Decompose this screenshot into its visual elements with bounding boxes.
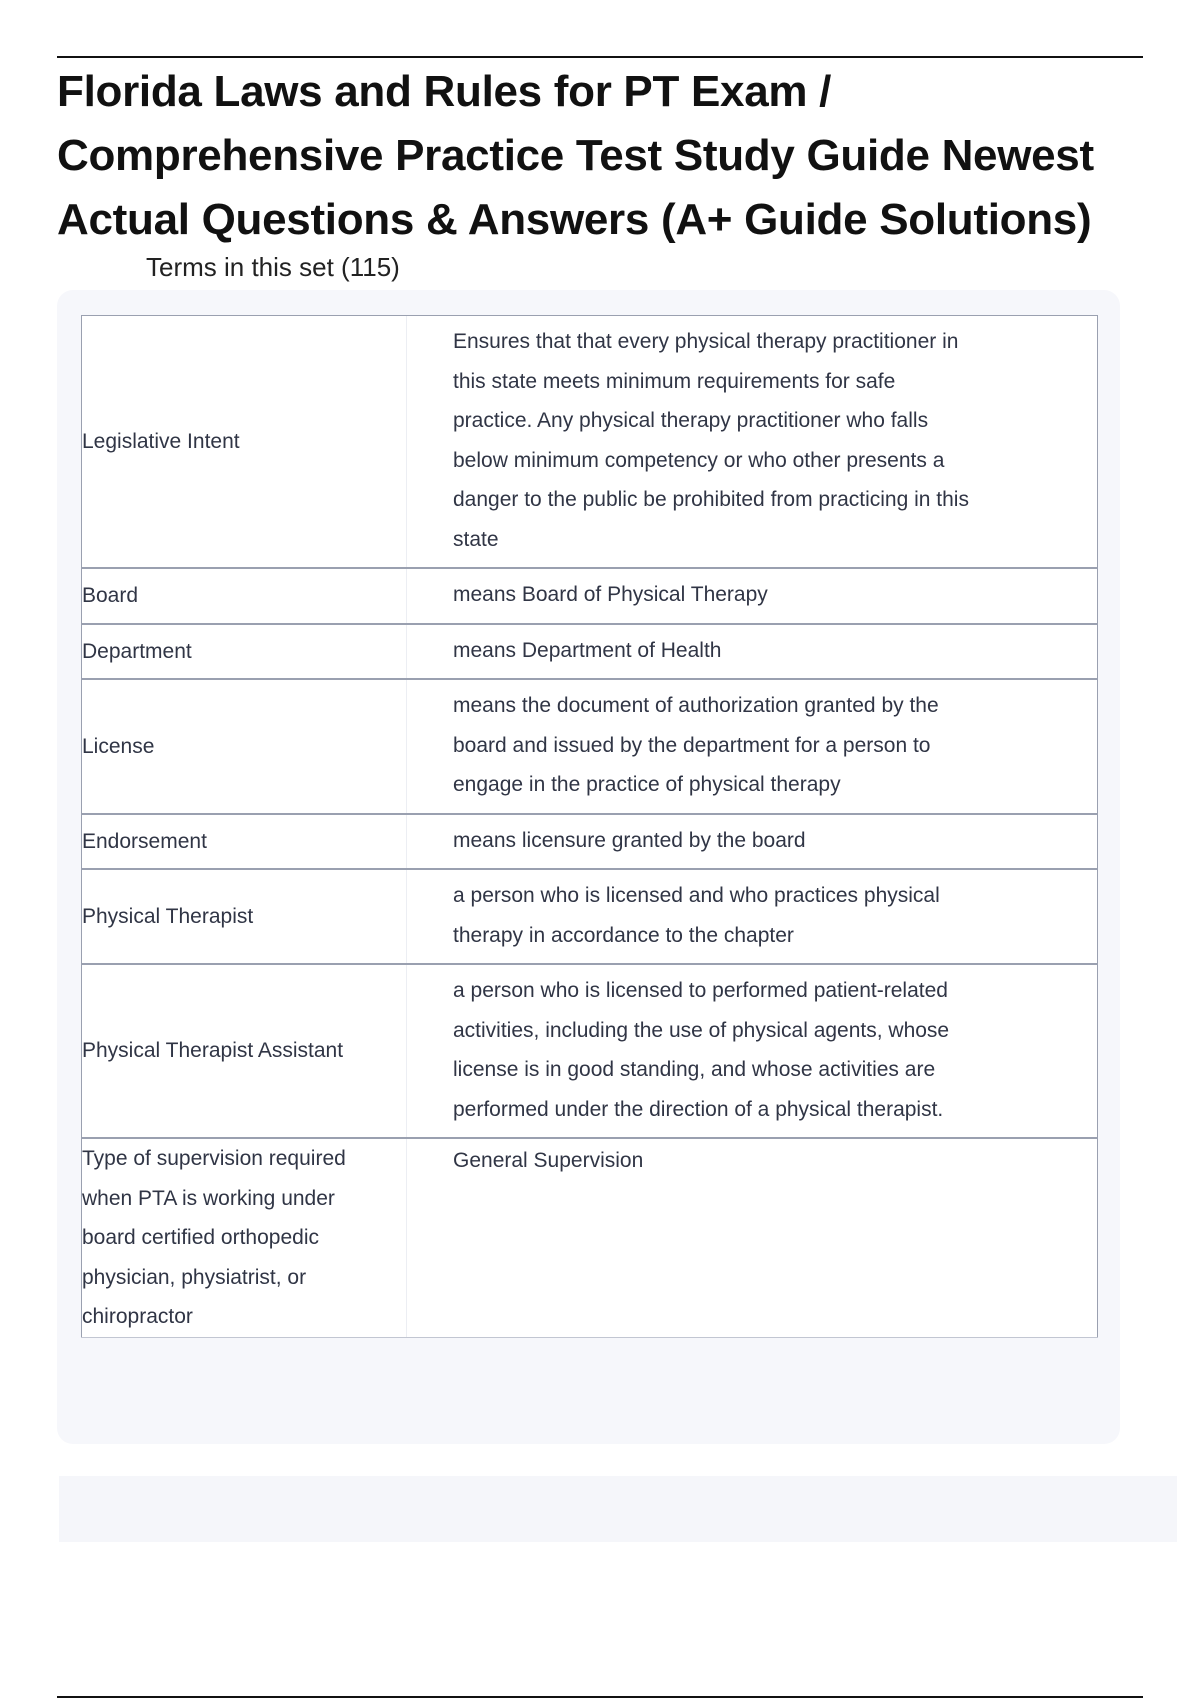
terms-table xyxy=(81,315,1098,1338)
definition-cell: Ensures that that every physical therapy practitioner in this state meets minimum requirements for safe practice. Any physical therapy practitioner who falls below minimum competency or who other presents a danger to the public be prohibited from practicing in this state xyxy=(407,316,1098,569)
term-row xyxy=(82,679,1098,814)
bottom-rule xyxy=(57,1696,1143,1698)
footer-band xyxy=(59,1476,1177,1542)
term-cell: Legislative Intent xyxy=(82,316,407,569)
term-cell: Endorsement xyxy=(82,814,407,870)
terms-count-label: Terms in this set (115) xyxy=(146,252,400,282)
term-row xyxy=(82,624,1098,680)
definition-cell: a person who is licensed and who practices physical therapy in accordance to the chapter xyxy=(407,869,1098,964)
term-cell: Type of supervision required when PTA is working under board certified orthopedic physician, physiatrist, or chiropractor xyxy=(82,1138,407,1337)
term-row xyxy=(82,316,1098,569)
term-row xyxy=(82,869,1098,964)
document-title: Florida Laws and Rules for PT Exam / Comprehensive Practice Test Study Guide Newest Actual Questions & Answers (A+ Guide Solutions) xyxy=(57,67,1094,244)
term-cell: Department xyxy=(82,624,407,680)
term-row xyxy=(82,1138,1098,1337)
term-cell: License xyxy=(82,679,407,814)
term-row xyxy=(82,568,1098,624)
term-cell: Board xyxy=(82,568,407,624)
term-cell: Physical Therapist Assistant xyxy=(82,964,407,1138)
term-cell: Physical Therapist xyxy=(82,869,407,964)
term-row xyxy=(82,964,1098,1138)
definition-cell: means Department of Health xyxy=(407,624,1098,680)
definition-cell: means licensure granted by the board xyxy=(407,814,1098,870)
definition-cell: means the document of authorization granted by the board and issued by the department for a person to engage in the practice of physical therapy xyxy=(407,679,1098,814)
definition-cell: a person who is licensed to performed patient-related activities, including the use of physical agents, whose license is in good standing, and whose activities are performed under the direction of a physical therapist. xyxy=(407,964,1098,1138)
definition-cell: means Board of Physical Therapy xyxy=(407,568,1098,624)
definition-cell: General Supervision xyxy=(407,1138,1098,1337)
top-rule xyxy=(57,56,1143,58)
term-row xyxy=(82,814,1098,870)
